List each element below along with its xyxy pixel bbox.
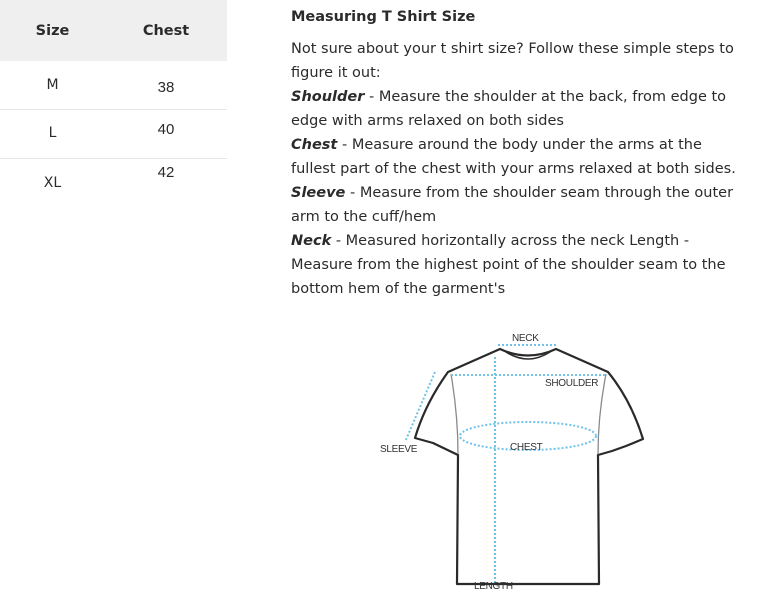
desc-sleeve: - Measure from the shoulder seam through the outer arm to the cuff/hem	[291, 185, 734, 225]
desc-shoulder: - Measure the shoulder at the back, from edge to edge with arms relaxed on both sides	[291, 89, 727, 129]
header-size: Size	[35, 22, 70, 39]
desc-chest: - Measure around the body under the arms at the fullest part of the chest with your arms relaxed at both sides.	[291, 137, 736, 177]
label-chest: CHEST	[510, 442, 543, 453]
label-neck: NECK	[512, 333, 539, 344]
table-row	[0, 61, 227, 110]
diagram-labels	[380, 333, 598, 592]
chest-cell: 40	[157, 121, 175, 138]
term-shoulder: Shoulder	[291, 89, 365, 105]
sleeve-measure	[405, 372, 435, 442]
label-length: LENGTH	[474, 581, 513, 592]
header-chest: Chest	[142, 22, 190, 39]
tshirt-measurement-diagram	[378, 330, 648, 592]
label-shoulder: SHOULDER	[545, 378, 599, 389]
table-row	[0, 110, 227, 159]
size-cell: L	[48, 125, 57, 141]
term-neck: Neck	[291, 233, 332, 249]
label-sleeve: SLEEVE	[380, 444, 418, 455]
desc-neck: - Measured horizontally across the neck Length - Measure from the highest point of the shoulder seam to the bottom hem of the garment's	[291, 233, 726, 297]
guide-intro: Not sure about your t shirt size? Follow these simple steps to figure it out:	[291, 41, 734, 81]
guide-item-sleeve	[291, 181, 741, 229]
guide-item-neck	[291, 229, 741, 301]
size-cell: M	[46, 77, 59, 93]
chest-cell: 38	[157, 79, 175, 96]
term-sleeve: Sleeve	[291, 185, 346, 201]
guide-title: Measuring T Shirt Size	[291, 9, 476, 25]
measuring-guide	[291, 6, 741, 301]
size-table	[0, 0, 227, 207]
size-cell: XL	[43, 175, 62, 191]
chest-cell: 42	[157, 164, 175, 181]
tshirt-outline	[415, 349, 643, 584]
term-chest: Chest	[291, 137, 338, 153]
guide-item-shoulder	[291, 85, 741, 133]
tshirt-body-outline	[415, 349, 643, 584]
table-header	[0, 0, 227, 61]
guide-item-chest	[291, 133, 741, 181]
table-row	[0, 159, 227, 207]
